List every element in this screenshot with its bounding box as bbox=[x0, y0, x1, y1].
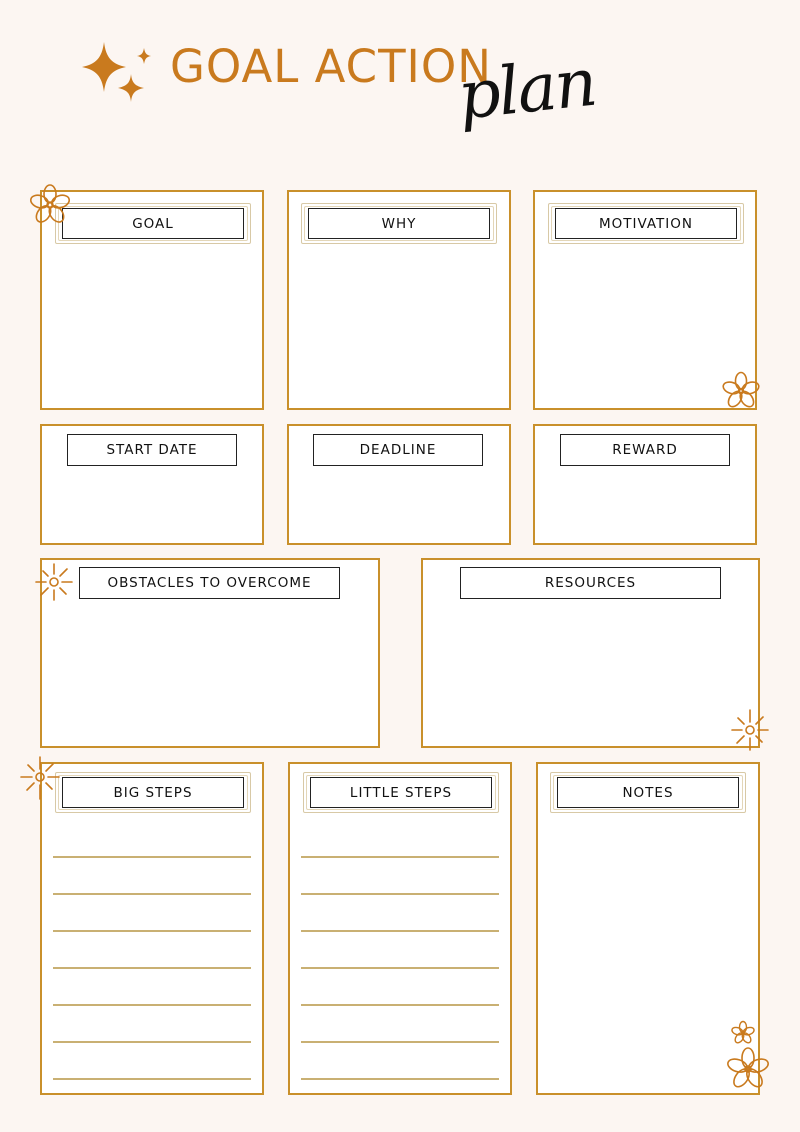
flower-icon bbox=[724, 1046, 772, 1092]
goal-label: GOAL bbox=[62, 208, 244, 239]
why-label: WHY bbox=[308, 208, 490, 239]
page-title-script: plan bbox=[454, 43, 599, 135]
motivation-label: MOTIVATION bbox=[555, 208, 737, 239]
little-steps-line[interactable] bbox=[301, 1078, 499, 1080]
little-steps-line[interactable] bbox=[301, 930, 499, 932]
little-steps-line[interactable] bbox=[301, 856, 499, 858]
sun-doodle-icon bbox=[18, 752, 62, 802]
sparkle-icon bbox=[78, 40, 158, 105]
flower-icon bbox=[28, 184, 72, 226]
big-steps-label: BIG STEPS bbox=[62, 777, 244, 808]
flower-icon bbox=[720, 370, 762, 412]
little-steps-line[interactable] bbox=[301, 1004, 499, 1006]
deadline-label: DEADLINE bbox=[313, 434, 483, 466]
little-steps-line[interactable] bbox=[301, 1041, 499, 1043]
page-title: GOAL ACTION bbox=[170, 40, 492, 93]
big-steps-line[interactable] bbox=[53, 1041, 251, 1043]
big-steps-line[interactable] bbox=[53, 856, 251, 858]
reward-label: REWARD bbox=[560, 434, 730, 466]
little-steps-label: LITTLE STEPS bbox=[310, 777, 492, 808]
resources-label: RESOURCES bbox=[460, 567, 721, 599]
big-steps-line[interactable] bbox=[53, 1078, 251, 1080]
notes-label: NOTES bbox=[557, 777, 739, 808]
start-date-label: START DATE bbox=[67, 434, 237, 466]
sun-doodle-icon bbox=[32, 560, 76, 604]
little-steps-line[interactable] bbox=[301, 893, 499, 895]
little-steps-line[interactable] bbox=[301, 967, 499, 969]
big-steps-line[interactable] bbox=[53, 1004, 251, 1006]
big-steps-line[interactable] bbox=[53, 967, 251, 969]
big-steps-line[interactable] bbox=[53, 930, 251, 932]
big-steps-line[interactable] bbox=[53, 893, 251, 895]
sun-doodle-icon bbox=[728, 706, 772, 754]
obstacles-label: OBSTACLES TO OVERCOME bbox=[79, 567, 340, 599]
flower-icon bbox=[730, 1020, 756, 1046]
